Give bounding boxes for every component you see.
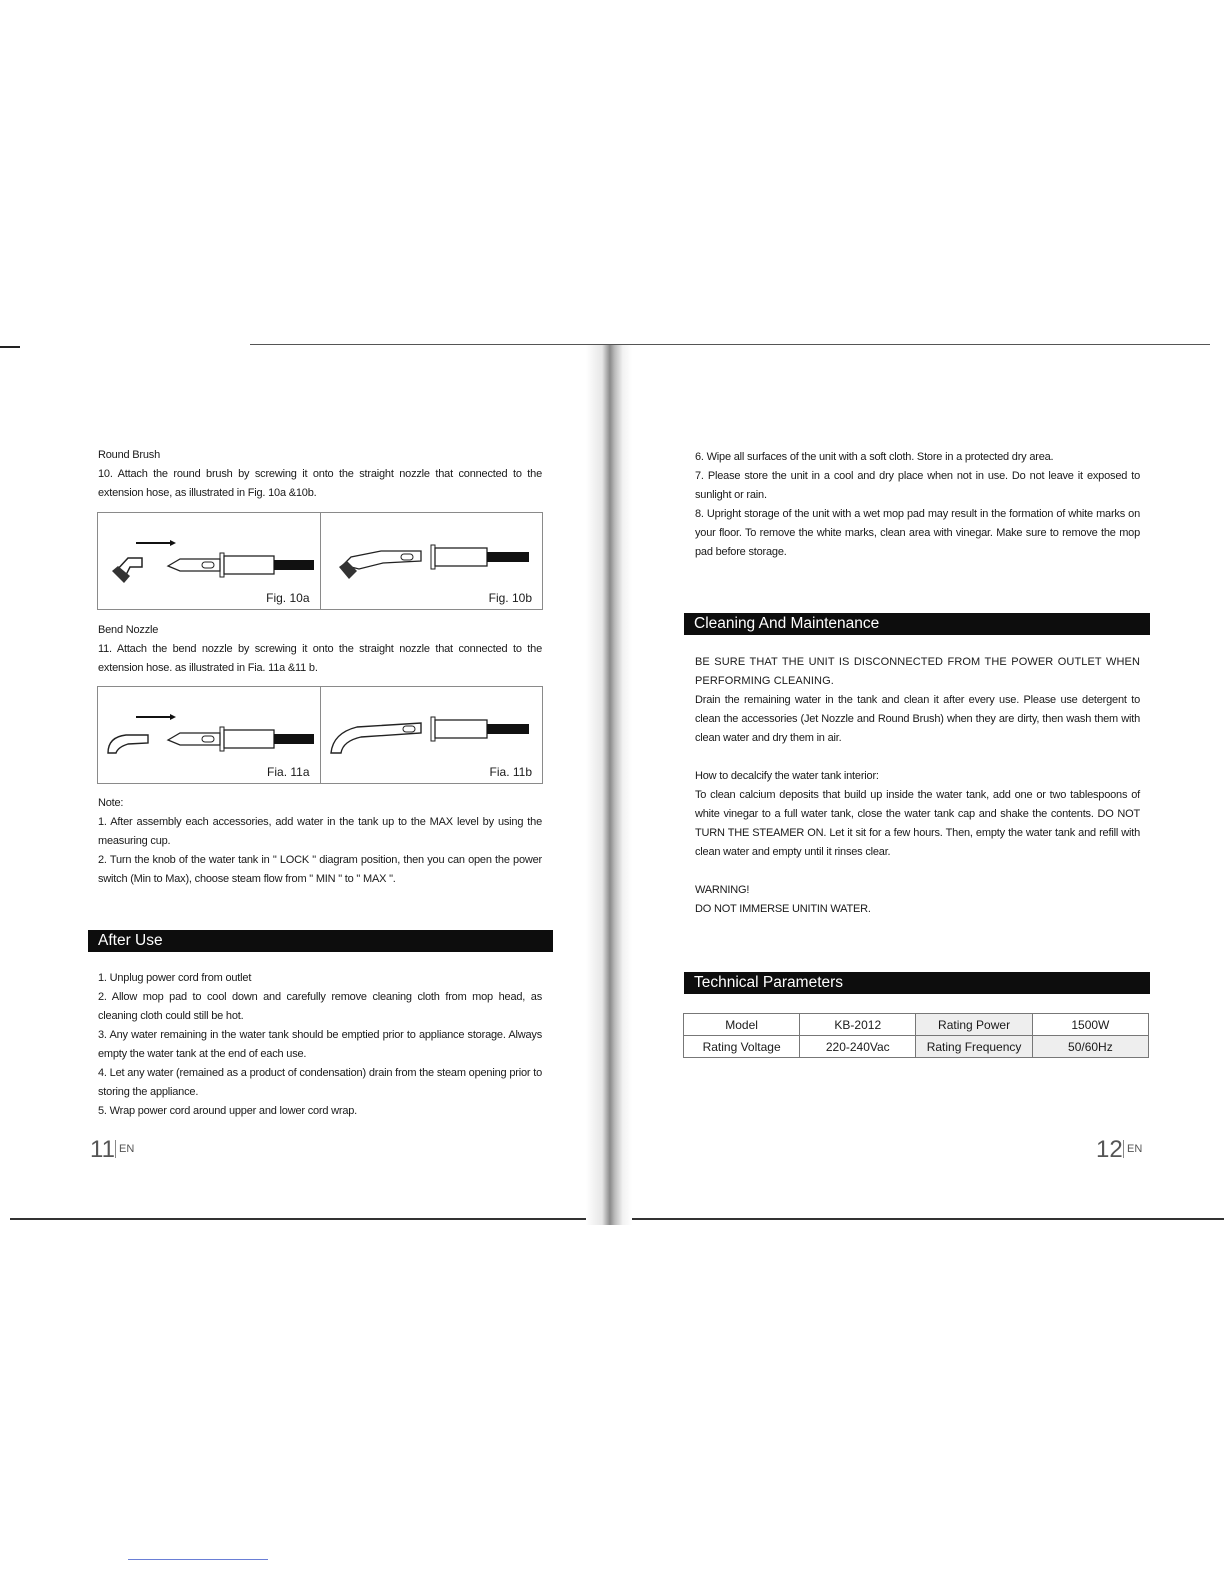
cleaning-section [695, 653, 1140, 919]
fig-11b-label: Fia. 11b [489, 765, 532, 779]
cleaning-text: Drain the remaining water in the tank and clean it after every use. Please use detergent to clean the accessories (Jet Nozzle and Round Brush) when they are dirty, then wash them with clean water and dry them in air. [695, 694, 1140, 744]
bottom-blue-line [128, 1559, 268, 1560]
note-item: 2. Turn the knob of the water tank in " LOCK " diagram position, then you can open the power switch (Min to Max), choose steam flow from " MIN " to " MAX ". [98, 854, 542, 885]
note-item: 1. After assembly each accessories, add water in the tank up to the MAX level by using the measuring cup. [98, 816, 542, 847]
after-use-list [98, 969, 542, 1121]
table-cell: 220-240Vac [800, 1036, 916, 1058]
table-cell: Model [684, 1014, 800, 1036]
table-cell: Rating Voltage [684, 1036, 800, 1058]
table-row [684, 1036, 1149, 1058]
book-spine-shadow [586, 345, 632, 1225]
page-number-left: 11 [90, 1136, 115, 1163]
technical-parameters-table [683, 1013, 1149, 1058]
top-rule-left [0, 346, 20, 348]
decalcify-heading: How to decalcify the water tank interior: [695, 770, 879, 782]
fig-10b-label: Fig. 10b [488, 591, 532, 605]
list-item: 5. Wrap power cord around upper and lower cord wrap. [98, 1105, 358, 1117]
left-page [98, 446, 542, 503]
after-use-title: After Use [98, 932, 163, 949]
page-number-divider [1123, 1140, 1124, 1158]
right-page-list [695, 448, 1140, 562]
figure-10b [320, 513, 543, 609]
list-item: 6. Wipe all surfaces of the unit with a soft cloth. Store in a protected dry area. [695, 451, 1054, 463]
table-cell: Rating Power [916, 1014, 1032, 1036]
bend-nozzle-heading: Bend Nozzle [98, 624, 159, 636]
table-row [684, 1014, 1149, 1036]
list-item: 2. Allow mop pad to cool down and carefully remove cleaning cloth from mop head, as cleaning cloth could still be hot. [98, 991, 542, 1022]
figure-10 [97, 512, 543, 610]
cleaning-maintenance-bar [684, 613, 1150, 635]
list-item: 7. Please store the unit in a cool and dry place when not in use. Do not leave it exposed to sunlight or rain. [695, 470, 1140, 501]
bend-nozzle-section [98, 621, 542, 678]
figure-11 [97, 686, 543, 784]
list-item: 4. Let any water (remained as a product of condensation) drain from the steam opening prior to storing the appliance. [98, 1067, 542, 1098]
page-number-right: 12 [1096, 1136, 1123, 1163]
fig-10a-label: Fig. 10a [266, 591, 310, 605]
page-lang-right: EN [1127, 1143, 1143, 1155]
round-brush-heading: Round Brush [98, 449, 161, 461]
list-item: 8. Upright storage of the unit with a wet mop pad may result in the formation of white marks on your floor. To remove the white marks, clean area with vinegar. Make sure to remove the mop pad before storage. [695, 508, 1140, 558]
list-item: 3. Any water remaining in the water tank should be emptied prior to appliance storage. Always empty the water tank at the end of each use. [98, 1029, 542, 1060]
table-cell: 1500W [1032, 1014, 1148, 1036]
technical-parameters-bar [684, 972, 1150, 994]
note-heading: Note: [98, 797, 124, 809]
figure-11b [320, 687, 543, 783]
note-section [98, 794, 542, 889]
disconnect-warning: BE SURE THAT THE UNIT IS DISCONNECTED FROM THE POWER OUTLET WHEN PERFORMING CLEANING. [695, 656, 1140, 687]
round-brush-text: 10. Attach the round brush by screwing it onto the straight nozzle that connected to the extension hose, as illustrated in Fig. 10a &10b. [98, 468, 542, 499]
after-use-bar [88, 930, 553, 952]
table-cell: KB-2012 [800, 1014, 916, 1036]
decalcify-text: To clean calcium deposits that build up inside the water tank, add one or two tablespoons of white vinegar to a full water tank, close the water tank cap and shake the contents. DO NOT TURN THE STEAMER ON. Let it sit for a few hours. Then, empty the water tank and refill with clean water and empty until it rinses clear. [695, 789, 1140, 858]
figure-11a [98, 687, 320, 783]
cleaning-maintenance-title: Cleaning And Maintenance [694, 615, 880, 632]
technical-parameters-title: Technical Parameters [694, 974, 844, 991]
list-item: 1. Unplug power cord from outlet [98, 972, 252, 984]
page-number-divider [115, 1140, 116, 1158]
warning-text: DO NOT IMMERSE UNITIN WATER. [695, 903, 871, 915]
table-cell: 50/60Hz [1032, 1036, 1148, 1058]
table-cell: Rating Frequency [916, 1036, 1032, 1058]
figure-10a [98, 513, 320, 609]
top-rule [250, 344, 1210, 345]
page-lang-left: EN [119, 1143, 135, 1155]
fig-11a-label: Fia. 11a [267, 765, 310, 779]
bend-nozzle-text: 11. Attach the bend nozzle by screwing it onto the straight nozzle that connected to the extension hose. as illustrated in Fia. 11a &11 b. [98, 643, 542, 674]
warning-label: WARNING! [695, 884, 750, 896]
